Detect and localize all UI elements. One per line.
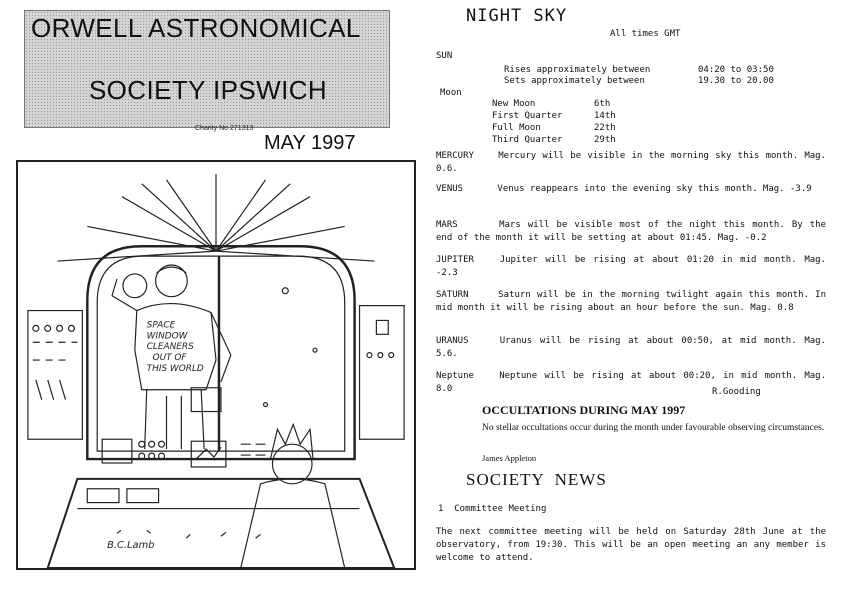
planet-entry-saturn	[436, 289, 826, 315]
sun-rises-label: Rises approximately between	[504, 65, 651, 75]
shirt-text-line-1: SPACE	[146, 320, 176, 331]
shirt-text-line-3: CLEANERS	[146, 342, 194, 353]
planet-entry-mercury	[436, 150, 826, 176]
charity-number: Charity No 271313	[195, 125, 254, 132]
night-sky-author: R.Gooding	[712, 387, 761, 397]
planet-name: JUPITER	[436, 255, 474, 265]
shirt-text-line-5: THIS WORLD	[146, 363, 204, 374]
cartoon-drawing	[18, 162, 414, 568]
planet-name: MERCURY	[436, 151, 474, 161]
masthead	[24, 10, 390, 132]
planet-name: URANUS	[436, 336, 469, 346]
sun-label: SUN	[436, 51, 453, 61]
moon-phase-date: 6th	[594, 99, 611, 109]
masthead-line-1: ORWELL ASTRONOMICAL	[31, 13, 361, 43]
planet-text: Mars will be visible most of the night this month. By the end of the month it will be setting at about 01:45. Mag. -0.2	[436, 220, 826, 243]
planet-text: Jupiter will be rising at about 01:20 in mid month. Mag. -2.3	[436, 255, 827, 278]
sun-sets-label: Sets approximately between	[504, 76, 645, 86]
sun-sets-value: 19.30 to 20.00	[698, 76, 774, 86]
night-sky-page	[430, 0, 842, 595]
news-item-title: 1 Committee Meeting	[438, 504, 547, 514]
planet-entry-mars	[436, 219, 826, 245]
shirt-text-line-4: OUT OF	[152, 353, 187, 364]
planet-name: SATURN	[436, 290, 469, 300]
newsletter-cover	[0, 0, 420, 595]
moon-phase-date: 22th	[594, 123, 616, 133]
planet-entry-neptune	[436, 370, 826, 396]
planet-text: Venus reappears into the evening sky this month. Mag. -3.9	[497, 184, 812, 194]
night-sky-title: NIGHT SKY	[466, 6, 568, 26]
planet-text: Neptune will be rising at about 00:20, in mid month. Mag. 8.0	[436, 371, 826, 394]
occultations-title: OCCULTATIONS DURING MAY 1997	[482, 403, 686, 417]
moon-phase-name: Third Quarter	[492, 135, 563, 145]
times-note: All times GMT	[610, 29, 681, 39]
cover-illustration	[16, 160, 416, 570]
moon-phase-date: 14th	[594, 111, 616, 121]
issue-date: MAY 1997	[264, 132, 356, 154]
occultations-author: James Appleton	[482, 453, 537, 463]
shirt-text-line-2: WINDOW	[146, 331, 188, 342]
masthead-line-2: SOCIETY IPSWICH	[88, 75, 328, 105]
moon-label: Moon	[440, 88, 462, 98]
occultations-text: No stellar occultations occur during the month under favourable observing circumstances.	[482, 423, 825, 433]
moon-phase-name: Full Moon	[492, 123, 541, 133]
planet-name: Neptune	[436, 371, 474, 381]
society-news-title: SOCIETY NEWS	[466, 470, 607, 489]
moon-phase-name: New Moon	[492, 99, 536, 109]
planet-name: MARS	[436, 220, 458, 230]
planet-text: Uranus will be rising at about 00:50, at mid month. Mag. 5.6.	[436, 336, 827, 359]
planet-entry-venus	[436, 183, 826, 196]
artist-signature: B.C.Lamb	[107, 540, 155, 552]
planet-text: Saturn will be in the morning twilight again this month. In mid month it will be rising about an hour before the sun. Mag. 0.8	[436, 290, 826, 313]
planet-entry-uranus	[436, 335, 826, 361]
sun-rises-value: 04:20 to 03:50	[698, 65, 774, 75]
planet-text: Mercury will be visible in the morning sky this month. Mag. 0.6.	[436, 151, 826, 174]
news-item-text: The next committee meeting will be held on Saturday 28th June at the observatory, from 19:30. This will be an open meeting an any member is welcome to attend.	[436, 527, 826, 563]
moon-phase-date: 29th	[594, 135, 616, 145]
planet-entry-jupiter	[436, 254, 826, 280]
moon-phase-name: First Quarter	[492, 111, 563, 121]
planet-name: VENUS	[436, 184, 464, 194]
